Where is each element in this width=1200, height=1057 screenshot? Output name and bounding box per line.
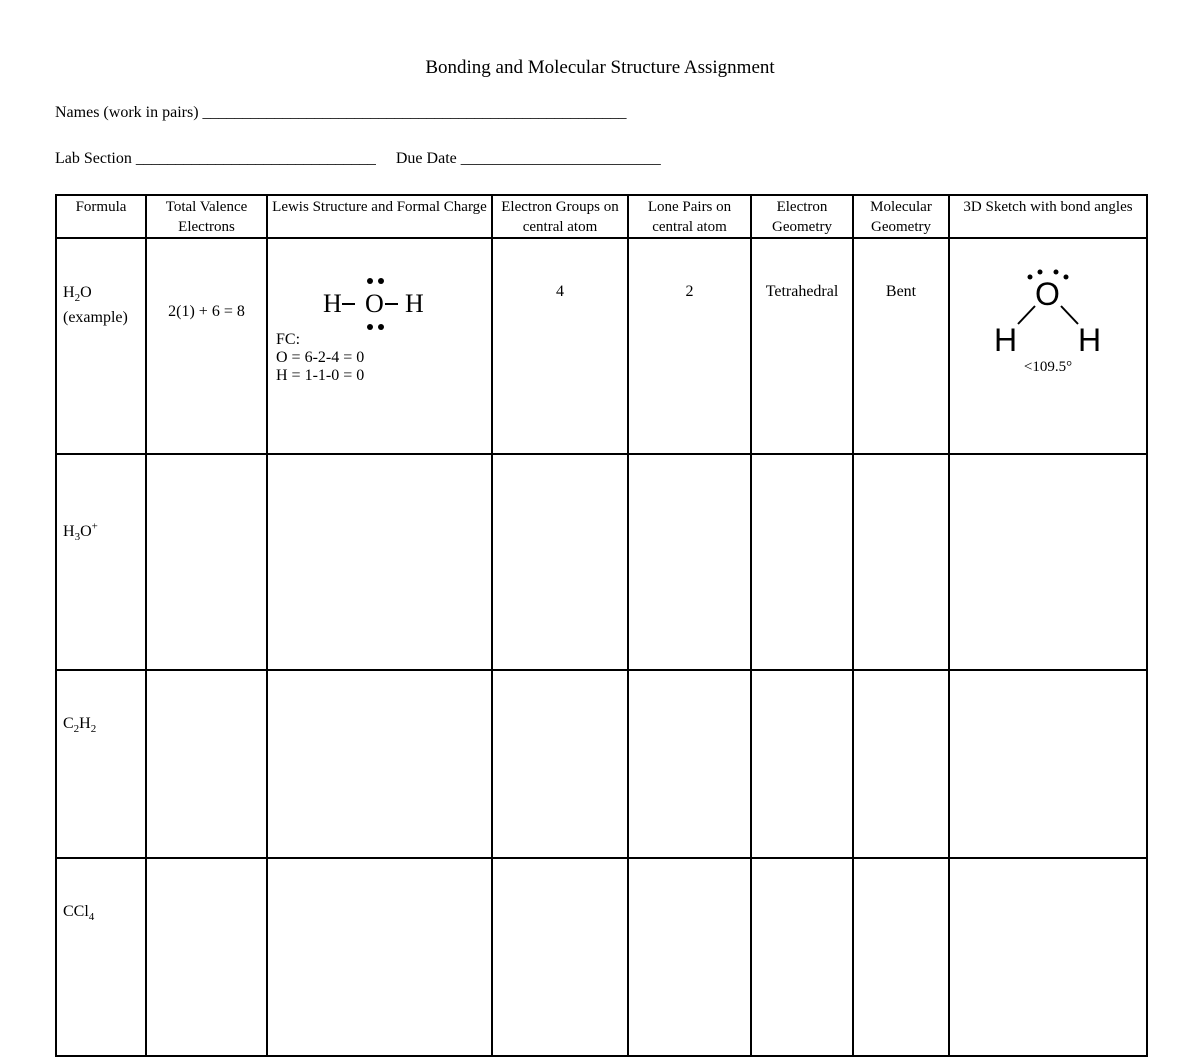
sketch-cell <box>949 238 1147 454</box>
sketch-answer-cell[interactable] <box>949 858 1147 1056</box>
formal-charge-block <box>276 331 364 385</box>
lone-pairs-answer-cell[interactable] <box>628 858 751 1056</box>
bond-line-left <box>1018 306 1035 324</box>
header-3d-sketch: 3D Sketch with bond angles <box>949 195 1147 238</box>
lewis-answer-cell[interactable] <box>267 670 492 858</box>
header-molecular-geometry: Molecular Geometry <box>853 195 949 238</box>
molecular-geometry-answer-cell[interactable] <box>853 858 949 1056</box>
molecular-geometry-answer-cell[interactable] <box>853 454 949 670</box>
lewis-structure-diagram <box>320 261 440 341</box>
lab-due-line <box>55 150 661 168</box>
lone-pair-dot <box>378 324 384 330</box>
electron-geometry-cell: Tetrahedral <box>751 238 853 454</box>
formula-text: $H_2O$ <box>63 284 92 305</box>
bent-molecule-sketch <box>980 269 1120 359</box>
formula-text: $H_3O^+$ <box>63 521 98 544</box>
formula-cell <box>56 670 146 858</box>
lone-pair-dot <box>367 278 373 284</box>
table-row-h3o <box>56 454 1147 670</box>
electron-groups-answer-cell[interactable] <box>492 858 628 1056</box>
electron-geometry-answer-cell[interactable] <box>751 858 853 1056</box>
header-lewis-structure: Lewis Structure and Formal Charge <box>267 195 492 238</box>
table-row-c2h2 <box>56 670 1147 858</box>
electron-groups-cell: 4 <box>492 238 628 454</box>
table-header-row <box>56 195 1147 238</box>
header-lone-pairs: Lone Pairs on central atom <box>628 195 751 238</box>
header-total-valence: Total Valence Electrons <box>146 195 267 238</box>
due-date-field[interactable]: Due Date _________________________ <box>395 150 661 167</box>
sketch-oxygen: O <box>1035 276 1060 312</box>
header-electron-groups: Electron Groups on central atom <box>492 195 628 238</box>
table-row-ccl4 <box>56 858 1147 1056</box>
lewis-answer-cell[interactable] <box>267 858 492 1056</box>
formula-cell <box>56 858 146 1056</box>
valence-cell: 2(1) + 6 = 8 <box>146 238 267 454</box>
lone-pair-dot <box>378 278 384 284</box>
valence-answer-cell[interactable] <box>146 858 267 1056</box>
lone-pair-dot <box>1054 270 1059 275</box>
lewis-h-left: H <box>323 289 342 318</box>
lewis-o: O <box>365 289 384 318</box>
bond-angle-label: <109.5° <box>1023 359 1073 375</box>
lewis-answer-cell[interactable] <box>267 454 492 670</box>
header-electron-geometry: Electron Geometry <box>751 195 853 238</box>
formula-cell <box>56 238 146 454</box>
electron-groups-answer-cell[interactable] <box>492 670 628 858</box>
header-formula: Formula <box>56 195 146 238</box>
lone-pair-dot <box>1028 275 1033 280</box>
formula-cell <box>56 454 146 670</box>
sketch-answer-cell[interactable] <box>949 670 1147 858</box>
electron-geometry-answer-cell[interactable] <box>751 670 853 858</box>
electron-groups-answer-cell[interactable] <box>492 454 628 670</box>
lewis-cell <box>267 238 492 454</box>
lone-pair-dot <box>367 324 373 330</box>
bond-line-right <box>1061 306 1078 324</box>
formula-text: $C_2H_2$ <box>63 715 97 736</box>
formula-text: CCl$_4$ <box>63 903 95 924</box>
lone-pairs-cell: 2 <box>628 238 751 454</box>
table-row-example <box>56 238 1147 454</box>
sketch-h-right: H <box>1078 322 1102 358</box>
sketch-h-left: H <box>994 322 1018 358</box>
fc-hydrogen: H = 1-1-0 = 0 <box>276 367 365 384</box>
fc-oxygen: O = 6-2-4 = 0 <box>276 349 365 366</box>
lewis-h-right: H <box>405 289 424 318</box>
molecular-geometry-answer-cell[interactable] <box>853 670 949 858</box>
sketch-answer-cell[interactable] <box>949 454 1147 670</box>
fc-label: FC: <box>276 331 301 348</box>
formula-note: (example) <box>63 309 128 327</box>
molecular-geometry-cell: Bent <box>853 238 949 454</box>
lab-section-field[interactable]: Lab Section ______________________________ <box>55 150 376 167</box>
lone-pair-dot <box>1038 270 1043 275</box>
lone-pair-dot <box>1064 275 1069 280</box>
lone-pairs-answer-cell[interactable] <box>628 454 751 670</box>
valence-answer-cell[interactable] <box>146 454 267 670</box>
molecular-structure-table <box>55 194 1148 1057</box>
document-title: Bonding and Molecular Structure Assignment <box>425 57 775 78</box>
lone-pairs-answer-cell[interactable] <box>628 670 751 858</box>
electron-geometry-answer-cell[interactable] <box>751 454 853 670</box>
valence-answer-cell[interactable] <box>146 670 267 858</box>
names-field[interactable]: Names (work in pairs) _____________________________________________________ <box>55 104 627 121</box>
